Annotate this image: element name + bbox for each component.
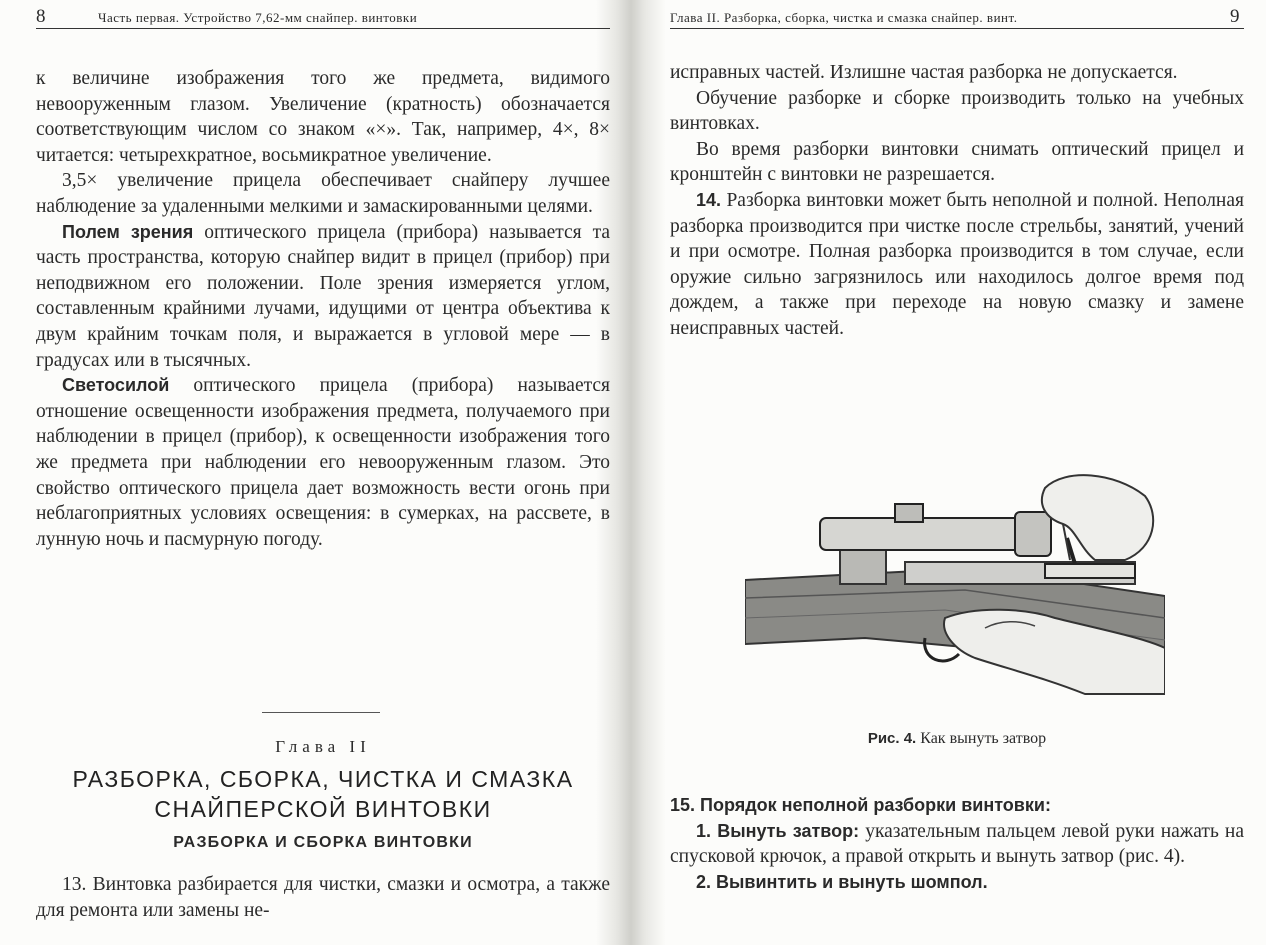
left-body-text xyxy=(36,66,610,552)
left-running-head xyxy=(36,6,610,29)
left-page-number: 8 xyxy=(36,6,46,27)
right-paragraph-step-2 xyxy=(670,870,1244,896)
right-running-head xyxy=(670,6,1244,29)
step-2-heading: 2. Вывинтить и вынуть шомпол. xyxy=(696,871,988,892)
left-tail-text xyxy=(36,872,610,923)
right-paragraph-4-text: Разборка винтовки может быть неполной и полной. Неполная разборка производится при чистке после стрельбы, занятий, учений и при осмотре. Полная разборка производится в том случае, если оружие сильно загрязнилось или находилось долгое время под дождем, а также при переходе на новую смазку и замене неисправных частей. xyxy=(670,189,1244,339)
step-1-heading: 1. Вынуть затвор: xyxy=(696,820,860,841)
right-tail-text xyxy=(670,793,1244,895)
chapter-divider xyxy=(262,712,380,713)
right-page-number: 9 xyxy=(1230,6,1240,27)
scope-tube xyxy=(820,518,1040,550)
left-running-head-text: Часть первая. Устройство 7,62-мм снайпер. винтовки xyxy=(98,10,418,25)
section-title: РАЗБОРКА И СБОРКА ВИНТОВКИ xyxy=(173,834,473,851)
chapter-title-line-1: РАЗБОРКА, СБОРКА, ЧИСТКА И СМАЗКА xyxy=(72,766,574,792)
rifle-bolt xyxy=(1045,564,1135,578)
right-paragraph-4 xyxy=(670,188,1244,342)
left-page xyxy=(0,0,625,945)
left-paragraph-3-text: оптического прицела (прибора) называется та часть пространства, которую снайпер видит в прицел (прибор) при неподвижном его положении. Поле зрения измеряется углом, составленным крайними лучами, идущими от центра объектива к двум крайним точкам поля, и выражается в угловой мере — в градусах или в тысячных. xyxy=(36,221,610,371)
step-1-text: указательным пальцем левой руки нажать на спусковой крючок, а правой открыть и вынуть затвор (рис. 4). xyxy=(670,820,1245,868)
right-page xyxy=(640,0,1266,945)
figure-caption-text: Как вынуть затвор xyxy=(916,730,1047,747)
figure-caption-label: Рис. 4. xyxy=(867,730,917,747)
rifle-bolt-illustration xyxy=(745,468,1165,698)
chapter-label: Глава II xyxy=(275,737,371,756)
right-paragraph-2: Обучение разборке и сборке производить только на учебных винтовках. xyxy=(670,87,1244,135)
right-running-head-text: Глава II. Разборка, сборка, чистка и смазка снайпер. винт. xyxy=(670,10,1018,25)
paragraph-number-14: 14. xyxy=(696,189,722,210)
left-paragraph-3 xyxy=(36,220,610,374)
chapter-title-line-2: СНАЙПЕРСКОЙ ВИНТОВКИ xyxy=(154,796,492,822)
right-paragraph-3: Во время разборки винтовки снимать оптический прицел и кронштейн с винтовки не разрешается. xyxy=(670,138,1244,186)
left-paragraph-4-text: оптического прицела (прибора) называется отношение освещенности изображения предмета, получаемого при наблюдении в прицел (прибор), к освещенности изображения того же предмета при наблюдении его невооруженным глазом. Это свойство оптического прицела дает возможность вести огонь при неблагоприятных условиях освещения: в сумерках, на рассвете, в лунную ночь и пасмурную погоду. xyxy=(36,375,610,550)
right-paragraph-15 xyxy=(670,793,1244,819)
chapter-title xyxy=(36,764,610,824)
left-paragraph-13: 13. Винтовка разбирается для чистки, смазки и осмотра, а также для ремонта или замены не- xyxy=(36,874,610,921)
left-paragraph-2: 3,5× увеличение прицела обеспечивает снайперу лучшее наблюдение за удаленными мелкими и замаскированными целями. xyxy=(36,170,610,217)
scope-turret xyxy=(895,504,923,522)
term-field-of-view: Полем зрения xyxy=(62,221,194,242)
scope-eyepiece xyxy=(1015,512,1051,556)
term-luminosity: Светосилой xyxy=(62,375,170,396)
figure-caption xyxy=(670,730,1244,748)
right-paragraph-step-1 xyxy=(670,819,1244,870)
right-paragraph-1: исправных частей. Излишне частая разборка не допускается. xyxy=(670,62,1178,83)
left-paragraph-4 xyxy=(36,373,610,552)
paragraph-15-heading: 15. Порядок неполной разборки винтовки: xyxy=(670,795,1051,815)
left-paragraph-1: к величине изображения того же предмета, видимого невооруженным глазом. Увеличение (кратность) обозначается соответствующим числом со знаком «×». Так, например, 4×, 8× читается: четырехкратное, восьмикратное увеличение. xyxy=(36,68,610,166)
right-hand xyxy=(1042,475,1153,560)
right-body-text xyxy=(670,60,1244,342)
